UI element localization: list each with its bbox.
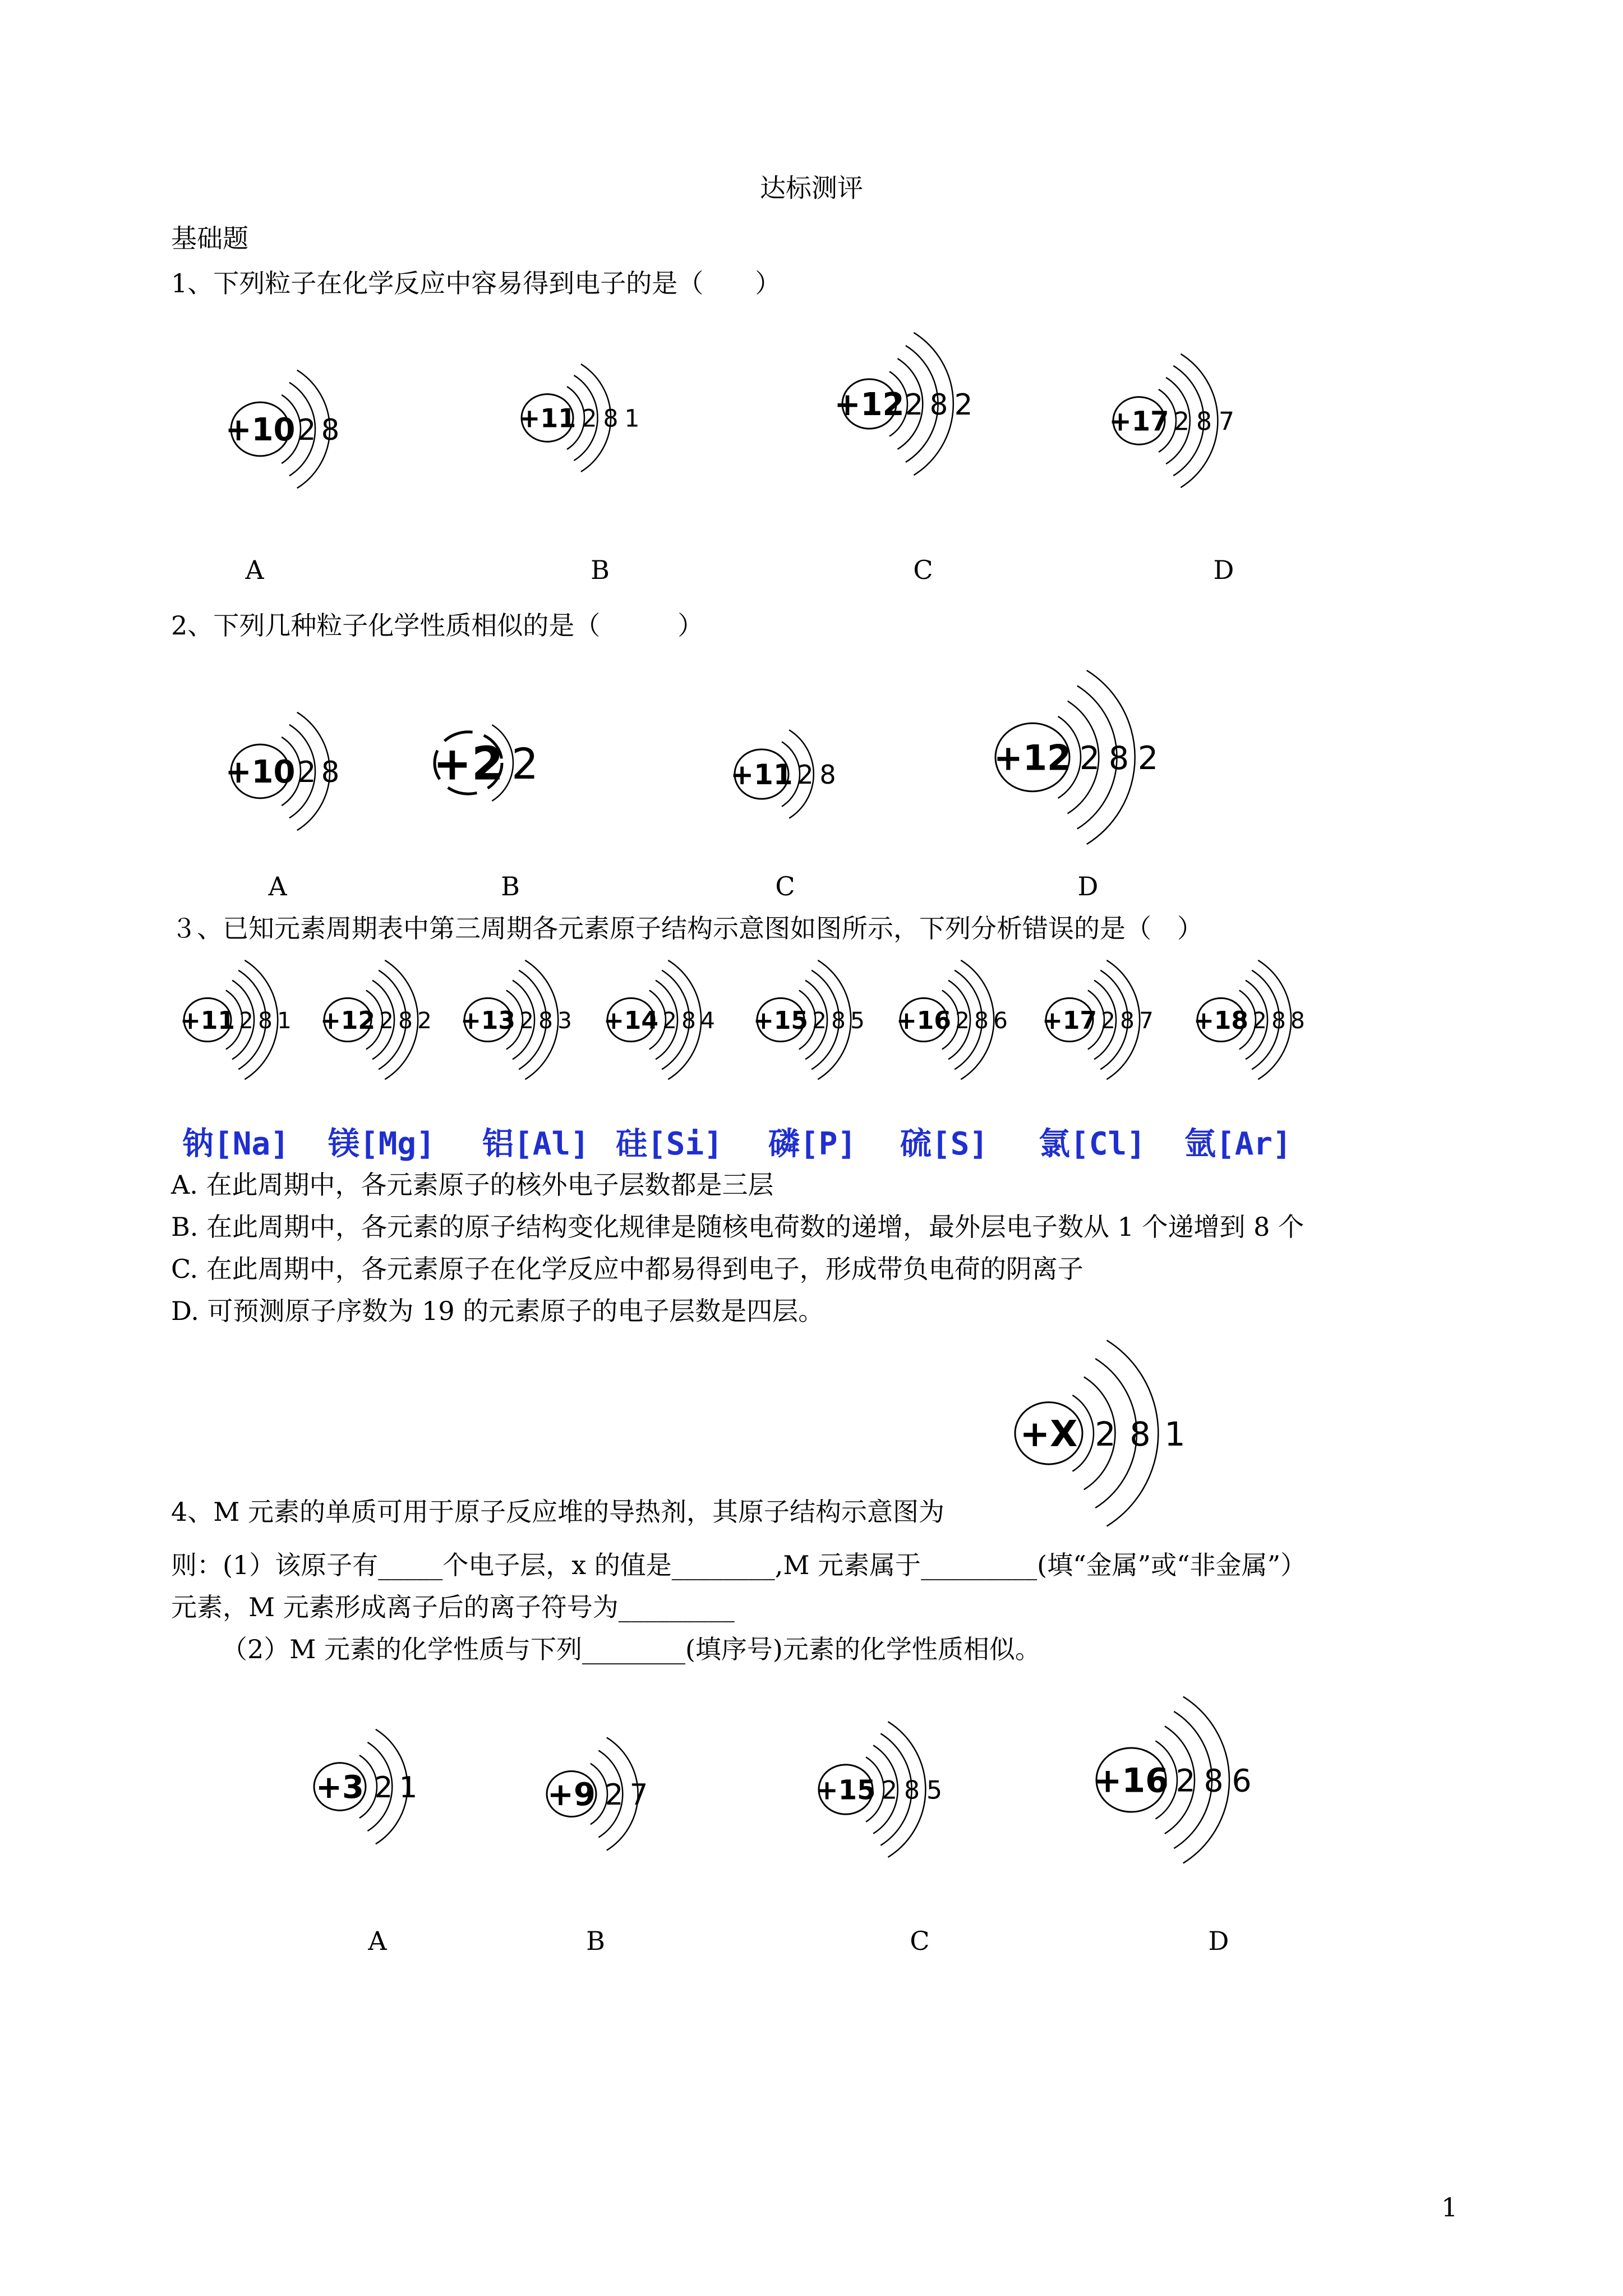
shell-electron-count: 3 bbox=[557, 1006, 572, 1034]
nucleus-charge: +X bbox=[1020, 1414, 1078, 1456]
q1-atom-a bbox=[209, 337, 377, 505]
shell-electron-count: 8 bbox=[538, 1006, 553, 1034]
q3-element-name-mg: 镁[Mg] bbox=[328, 1126, 435, 1162]
nucleus-charge: +2 bbox=[433, 737, 504, 791]
shell-electron-count: 7 bbox=[1139, 1006, 1154, 1034]
q2-atom-a bbox=[209, 682, 377, 850]
nucleus-charge: +13 bbox=[460, 1006, 516, 1035]
shell-electron-count: 2 bbox=[379, 1006, 394, 1034]
q4-question-1-cont: 元素，M 元素形成离子后的离子符号为_________ bbox=[171, 1592, 735, 1622]
q1-atom-d bbox=[1096, 325, 1276, 505]
nucleus-charge: +17 bbox=[1109, 406, 1169, 438]
shell-electron-count: 6 bbox=[993, 1006, 1008, 1034]
q3-atom-al bbox=[459, 948, 605, 1083]
shell-electron-count: 8 bbox=[398, 1006, 413, 1034]
q4-stem: 4、M 元素的单质可用于原子反应堆的导热剂，其原子结构示意图为 bbox=[171, 1497, 944, 1527]
q4-question-1: 则：(1）该原子有_____个电子层，x 的值是________,M 元素属于_________(填“金属”或“非金属”） bbox=[171, 1550, 1307, 1580]
nucleus-charge: +3 bbox=[316, 1769, 364, 1806]
nucleus-charge: +16 bbox=[1094, 1761, 1169, 1801]
nucleus-charge: +12 bbox=[320, 1006, 376, 1035]
shell-electron-count: 2 bbox=[1137, 740, 1159, 777]
nucleus-charge: +14 bbox=[603, 1006, 659, 1035]
q4-option-a-label: A bbox=[368, 1926, 387, 1956]
shell-electron-count: 2 bbox=[797, 760, 814, 790]
q2-option-a-label: A bbox=[268, 871, 287, 901]
shell-electron-count: 2 bbox=[1095, 1414, 1116, 1453]
shell-electron-count: 2 bbox=[881, 1776, 898, 1805]
q3-element-name-s: 硫[S] bbox=[900, 1126, 989, 1162]
shell-electron-count: 6 bbox=[1232, 1763, 1252, 1800]
shell-electron-count: 8 bbox=[321, 756, 340, 790]
q3-element-name-cl: 氯[Cl] bbox=[1039, 1126, 1146, 1162]
q2-atom-c bbox=[723, 690, 892, 858]
q3-atom-s bbox=[895, 948, 1040, 1083]
q1-atom-b bbox=[505, 337, 673, 505]
shell-electron-count: 7 bbox=[629, 1778, 648, 1812]
nucleus-charge: +11 bbox=[518, 403, 577, 434]
shell-electron-count: 5 bbox=[850, 1006, 865, 1034]
nucleus-charge: +9 bbox=[547, 1777, 596, 1814]
shell-electron-count: 2 bbox=[1252, 1006, 1267, 1034]
nucleus-charge: +18 bbox=[1193, 1006, 1249, 1035]
q3-atom-mg bbox=[319, 948, 464, 1083]
shell-electron-count: 2 bbox=[812, 1006, 827, 1034]
q2-atom-b bbox=[423, 696, 592, 830]
shell-electron-count: 8 bbox=[681, 1006, 696, 1034]
shell-electron-count: 2 bbox=[605, 1778, 624, 1812]
q3-atom-p bbox=[751, 948, 897, 1083]
q4-atom-c bbox=[808, 1705, 976, 1874]
shell-electron-count: 2 bbox=[1173, 407, 1190, 436]
nucleus-charge: +12 bbox=[834, 386, 905, 424]
shell-electron-count: 8 bbox=[321, 413, 340, 448]
q3-choice-c: C. 在此周期中，各元素原子在化学反应中都易得到电子，形成带负电荷的阴离子 bbox=[171, 1254, 1083, 1284]
shell-electron-count: 2 bbox=[417, 1006, 432, 1034]
shell-electron-count: 2 bbox=[954, 388, 973, 422]
shell-electron-count: 4 bbox=[700, 1006, 715, 1034]
page-number: 1 bbox=[1441, 2192, 1458, 2223]
q2-option-d-label: D bbox=[1077, 871, 1099, 901]
q1-option-b-label: B bbox=[591, 555, 610, 585]
page-title: 达标测评 bbox=[760, 173, 863, 203]
q3-element-name-ar: 氩[Ar] bbox=[1184, 1126, 1292, 1162]
shell-electron-count: 1 bbox=[399, 1771, 418, 1805]
q2-atom-d bbox=[984, 651, 1197, 864]
q4-atom-d bbox=[1085, 1686, 1287, 1882]
shell-electron-count: 1 bbox=[277, 1006, 292, 1034]
shell-electron-count: 2 bbox=[662, 1006, 677, 1034]
shell-electron-count: 8 bbox=[831, 1006, 846, 1034]
shell-electron-count: 8 bbox=[1108, 740, 1129, 777]
shell-electron-count: 2 bbox=[297, 413, 316, 448]
q3-atom-ar bbox=[1192, 948, 1338, 1083]
nucleus-charge: +12 bbox=[993, 737, 1072, 779]
q4-option-c-label: C bbox=[910, 1926, 930, 1956]
shell-electron-count: 8 bbox=[1204, 1763, 1224, 1800]
nucleus-charge: +15 bbox=[753, 1006, 809, 1035]
nucleus-charge: +15 bbox=[815, 1774, 876, 1806]
shell-electron-count: 8 bbox=[903, 1776, 920, 1805]
nucleus-charge: +16 bbox=[896, 1006, 952, 1035]
shell-electron-count: 8 bbox=[603, 404, 619, 432]
q1-option-c-label: C bbox=[913, 555, 933, 585]
q4-atom-b bbox=[536, 1711, 693, 1874]
shell-electron-count: 8 bbox=[1120, 1006, 1135, 1034]
q2-option-b-label: B bbox=[501, 871, 520, 901]
q4-atom-a bbox=[303, 1703, 460, 1871]
q3-choice-b: B. 在此周期中，各元素的原子结构变化规律是随核电荷数的递增，最外层电子数从 1 个递增到 8 个 bbox=[171, 1212, 1304, 1242]
shell-electron-count: 5 bbox=[926, 1776, 943, 1805]
shell-electron-count: 2 bbox=[955, 1006, 970, 1034]
q2-option-c-label: C bbox=[775, 871, 795, 901]
q4-atom-x bbox=[1004, 1341, 1217, 1526]
nucleus-charge: +11 bbox=[179, 1006, 236, 1035]
shell-electron-count: 8 bbox=[1290, 1006, 1305, 1034]
shell-electron-count: 2 bbox=[297, 756, 316, 790]
shell-electron-count: 2 bbox=[905, 388, 924, 422]
q1-stem: 1、下列粒子在化学反应中容易得到电子的是（ ） bbox=[171, 268, 781, 298]
nucleus-charge: +10 bbox=[225, 754, 296, 791]
nucleus-charge: +17 bbox=[1041, 1006, 1098, 1035]
shell-electron-count: 2 bbox=[582, 404, 597, 432]
section-heading: 基础题 bbox=[171, 223, 248, 254]
shell-electron-count: 8 bbox=[1196, 407, 1212, 436]
q1-atom-c bbox=[830, 309, 1009, 488]
q1-option-a-label: A bbox=[245, 555, 264, 585]
q4-option-b-label: B bbox=[586, 1926, 605, 1956]
q3-stem: ３、已知元素周期表中第三周期各元素原子结构示意图如图所示，下列分析错误的是（ ） bbox=[171, 913, 1203, 944]
q3-element-name-na: 钠[Na] bbox=[182, 1126, 289, 1162]
shell-electron-count: 8 bbox=[929, 388, 948, 422]
shell-electron-count: 8 bbox=[819, 760, 836, 790]
q3-element-name-al: 铝[Al] bbox=[482, 1126, 589, 1162]
q3-choice-a: A. 在此周期中，各元素原子的核外电子层数都是三层 bbox=[171, 1170, 774, 1200]
q3-atom-si bbox=[602, 948, 748, 1083]
q3-atom-cl bbox=[1040, 948, 1186, 1083]
q4-option-d-label: D bbox=[1208, 1926, 1229, 1956]
shell-electron-count: 2 bbox=[1101, 1006, 1115, 1034]
shell-electron-count: 2 bbox=[511, 739, 538, 789]
nucleus-charge: +11 bbox=[730, 758, 793, 791]
shell-electron-count: 8 bbox=[1271, 1006, 1286, 1034]
shell-electron-count: 2 bbox=[1175, 1763, 1196, 1800]
nucleus-charge: +10 bbox=[225, 412, 296, 449]
q3-element-name-si: 硅[Si] bbox=[616, 1126, 723, 1162]
shell-electron-count: 2 bbox=[519, 1006, 534, 1034]
shell-electron-count: 2 bbox=[239, 1006, 253, 1034]
q3-element-name-p: 磷[P] bbox=[768, 1126, 857, 1162]
q1-option-d-label: D bbox=[1213, 555, 1234, 585]
q2-stem: 2、下列几种粒子化学性质相似的是（ ） bbox=[171, 610, 704, 641]
shell-electron-count: 1 bbox=[624, 404, 640, 432]
shell-electron-count: 8 bbox=[974, 1006, 989, 1034]
shell-electron-count: 1 bbox=[1164, 1414, 1186, 1453]
q4-question-2: （2）M 元素的化学性质与下列________(填序号)元素的化学性质相似。 bbox=[222, 1634, 1041, 1664]
shell-electron-count: 8 bbox=[258, 1006, 273, 1034]
q3-atom-na bbox=[178, 948, 324, 1083]
shell-electron-count: 2 bbox=[374, 1771, 393, 1805]
shell-electron-count: 8 bbox=[1129, 1414, 1151, 1453]
q3-choice-d: D. 可预测原子序数为 19 的元素原子的电子层数是四层。 bbox=[171, 1296, 824, 1326]
shell-electron-count: 7 bbox=[1218, 407, 1235, 436]
shell-electron-count: 2 bbox=[1079, 740, 1100, 777]
